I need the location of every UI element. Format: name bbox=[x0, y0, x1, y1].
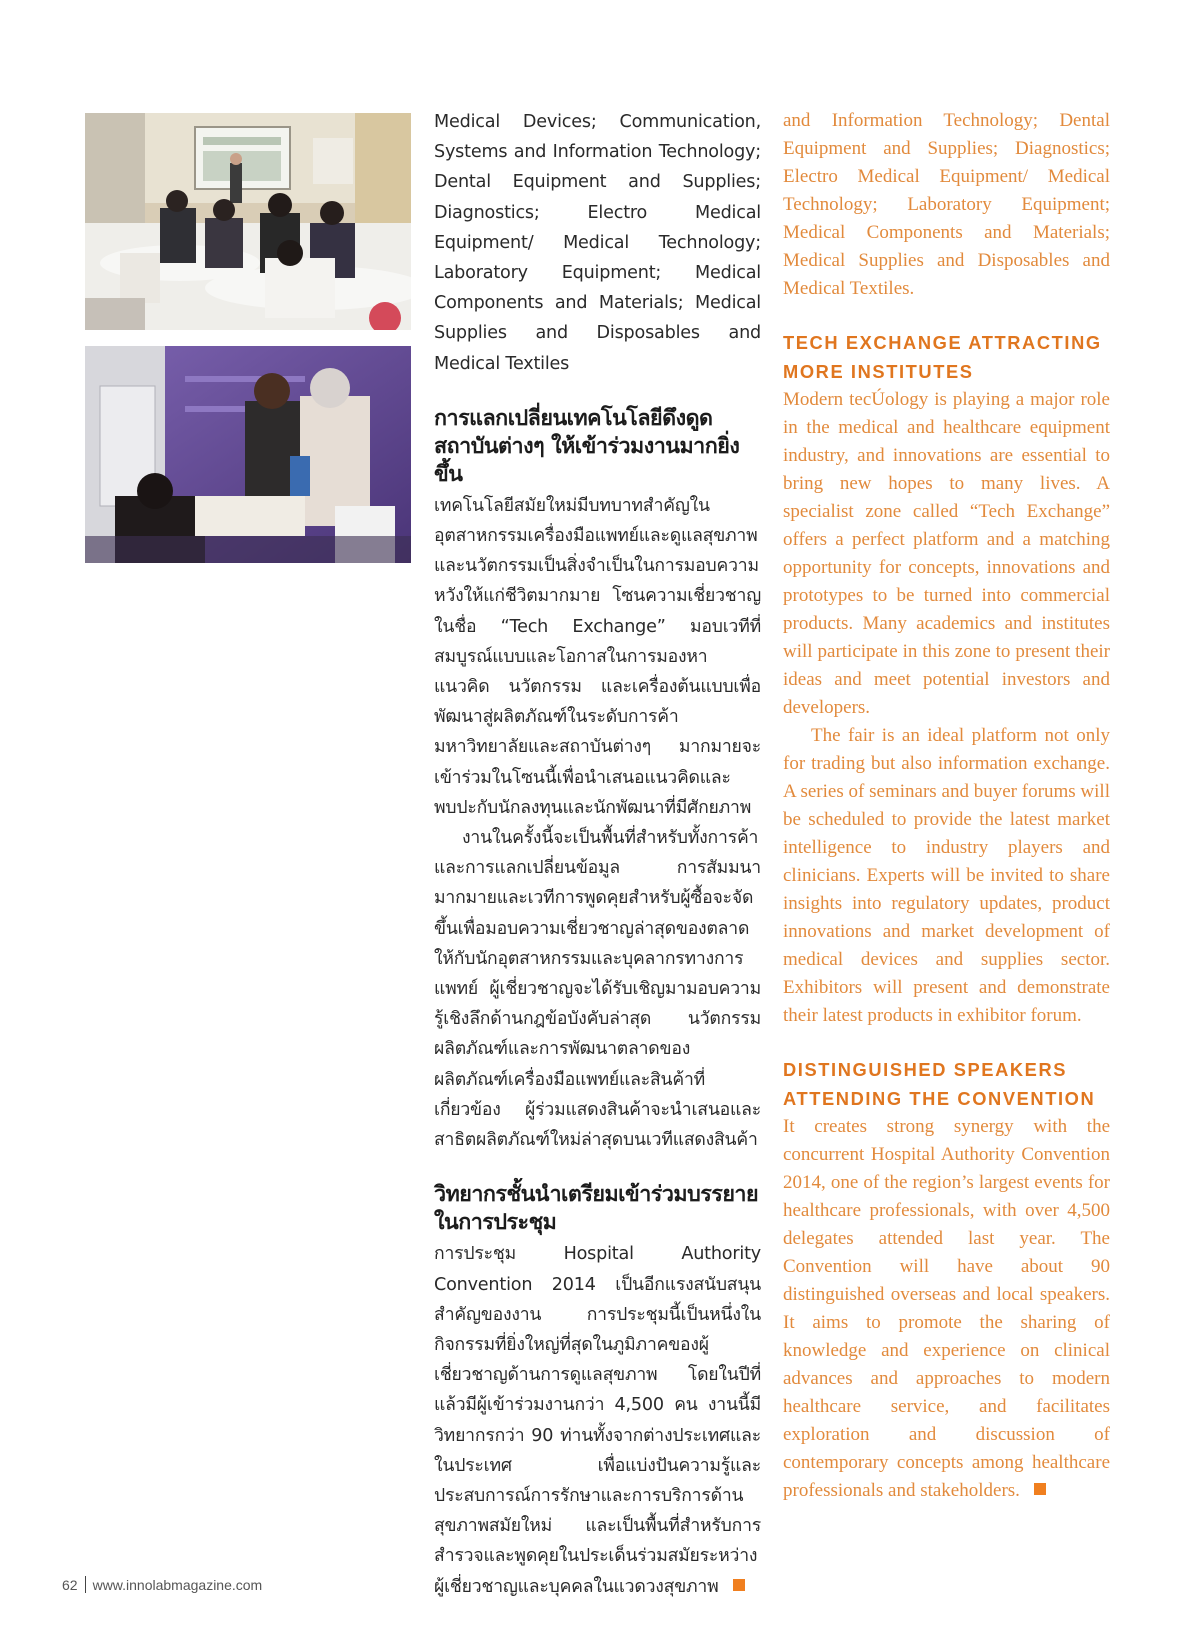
english-paragraph-tech-exchange: Modern tecÚology is playing a major role in the medical and healthcare equipment industry, and innovations are essential to bring new hopes to many lives. A specialist zone called “Tech Exchange” offers a perfect platform and a matching opportunity for concepts, innovations and prototypes to be turned into commercial products. Many academics and institutes will participate in this zone to present their ideas and meet potential investors and developers. bbox=[783, 389, 1110, 718]
english-heading-tech-exchange: TECH EXCHANGE ATTRACTING MORE INSTITUTES bbox=[783, 332, 1102, 382]
exhibition-booth-photo bbox=[85, 346, 411, 563]
website-link[interactable]: www.innolabmagazine.com bbox=[92, 1577, 263, 1593]
footer-divider bbox=[85, 1576, 86, 1593]
thai-paragraph-tech-exchange: เทคโนโลยีสมัยใหม่มีบทบาทสำคัญในอุตสาหกรรมเครื่องมือแพทย์และดูแลสุขภาพ และนวัตกรรมเป็นสิ่งจำเป็นในการมอบความหวังให้แก่ชีวิตมากมาย โซนความเชี่ยวชาญในชื่อ “Tech Exchange” มอบเวทีที่สมบูรณ์แบบและโอกาสในการมองหาแนวคิด นวัตกรรม และเครื่องต้นแบบเพื่อพัฒนาสู่ผลิตภัณฑ์ในระดับการค้า มหาวิทยาลัยและสถาบันต่างๆ มากมายจะเข้าร่วมในโซนนี้เพื่อนำเสนอแนวคิดและพบปะกับนักลงทุนและนักพัฒนาที่มีศักยภาพ bbox=[434, 495, 761, 818]
english-intro-paragraph: and Information Technology; Dental Equipment and Supplies; Diagnostics; Electro Medical Equipment/ Medical Technology; Laboratory Equipment; Medical Components and Materials; Medical Supplies and Disposables and Medical Textiles. bbox=[783, 110, 1110, 299]
page-number: 62 bbox=[62, 1577, 78, 1593]
thai-paragraph-convention: การประชุม Hospital Authority Convention 2014 เป็นอีกแรงสนับสนุนสำคัญของงาน การประชุมนี้เป็นหนึ่งในกิจกรรมที่ยิ่งใหญ่ที่สุดในภูมิภาคของผู้เชี่ยวชาญด้านการดูแลสุขภาพ โดยในปีที่แล้วมีผู้เข้าร่วมงานกว่า 4,500 คน งานนี้มีวิทยากรกว่า 90 ท่านทั้งจากต่างประเทศและในประเทศ เพื่อแบ่งปันความรู้และประสบการณ์การรักษาและการบริการด้านสุขภาพสมัยใหม่ และเป็นพื้นที่สำหรับการสำรวจและพูดคุยในประเด็นร่วมสมัยระหว่างผู้เชี่ยวชาญและบุคคลในแวดวงสุขภาพ bbox=[434, 1244, 761, 1597]
english-heading-speakers: DISTINGUISHED SPEAKERS ATTENDING THE CONVENTION bbox=[783, 1059, 1096, 1109]
thai-heading-speakers: วิทยากรชั้นนำเตรียมเข้าร่วมบรรยายในการประชุม bbox=[434, 1182, 759, 1236]
thai-heading-tech-exchange: การแลกเปลี่ยนเทคโนโลยีดึงดูดสถาบันต่างๆ ให้เข้าร่วมงานมากยิ่งขึ้น bbox=[434, 405, 740, 487]
english-paragraph-trading: The fair is an ideal platform not only for trading but also information exchange. A series of seminars and buyer forums will be scheduled to provide the latest market intelligence to industry players and clinicians. Experts will be invited to share insights into regulatory updates, product innovations and market development of medical devices and supplies sector. Exhibitors will present and demonstrate their latest products in exhibitor forum. bbox=[783, 725, 1110, 1026]
end-mark-icon bbox=[733, 1579, 745, 1591]
english-column bbox=[783, 107, 1110, 1505]
conference-seminar-photo bbox=[85, 113, 411, 330]
thai-intro-paragraph: Medical Devices; Communication, Systems and Information Technology; Dental Equipment and Supplies; Diagnostics; Electro Medical Equipment/ Medical Technology; Laboratory Equipment; Medical Components and Materials; Medical Supplies and Disposables and Medical Textiles bbox=[434, 112, 761, 374]
thai-column bbox=[434, 107, 761, 1602]
english-paragraph-convention: It creates strong synergy with the concurrent Hospital Authority Convention 2014, one of the region’s largest events for healthcare professionals, with over 4,500 delegates attended last year. The Convention will have about 90 distinguished overseas and local speakers. It aims to promote the sharing of knowledge and experience on clinical advances and approaches to modern healthcare service, and facilitates exploration and discussion of contemporary concepts among healthcare professionals and stakeholders. bbox=[783, 1116, 1110, 1501]
page-footer bbox=[62, 1576, 262, 1593]
thai-paragraph-trading: งานในครั้งนี้จะเป็นพื้นที่สำหรับทั้งการค้าและการแลกเปลี่ยนข้อมูล การสัมมนามากมายและเวทีการพูดคุยสำหรับผู้ซื้อจะจัดขึ้นเพื่อมอบความเชี่ยวชาญล่าสุดของตลาดให้กับนักอุตสาหกรรมและบุคลากรทางการแพทย์ ผู้เชี่ยวชาญจะได้รับเชิญมามอบความรู้เชิงลึกด้านกฎข้อบังคับล่าสุด นวัตกรรมผลิตภัณฑ์และการพัฒนาตลาดของผลิตภัณฑ์เครื่องมือแพทย์และสินค้าที่เกี่ยวข้อง ผู้ร่วมแสดงสินค้าจะนำเสนอและสาธิตผลิตภัณฑ์ใหม่ล่าสุดบนเวทีแสดงสินค้า bbox=[434, 828, 761, 1151]
end-mark-icon bbox=[1034, 1483, 1046, 1495]
